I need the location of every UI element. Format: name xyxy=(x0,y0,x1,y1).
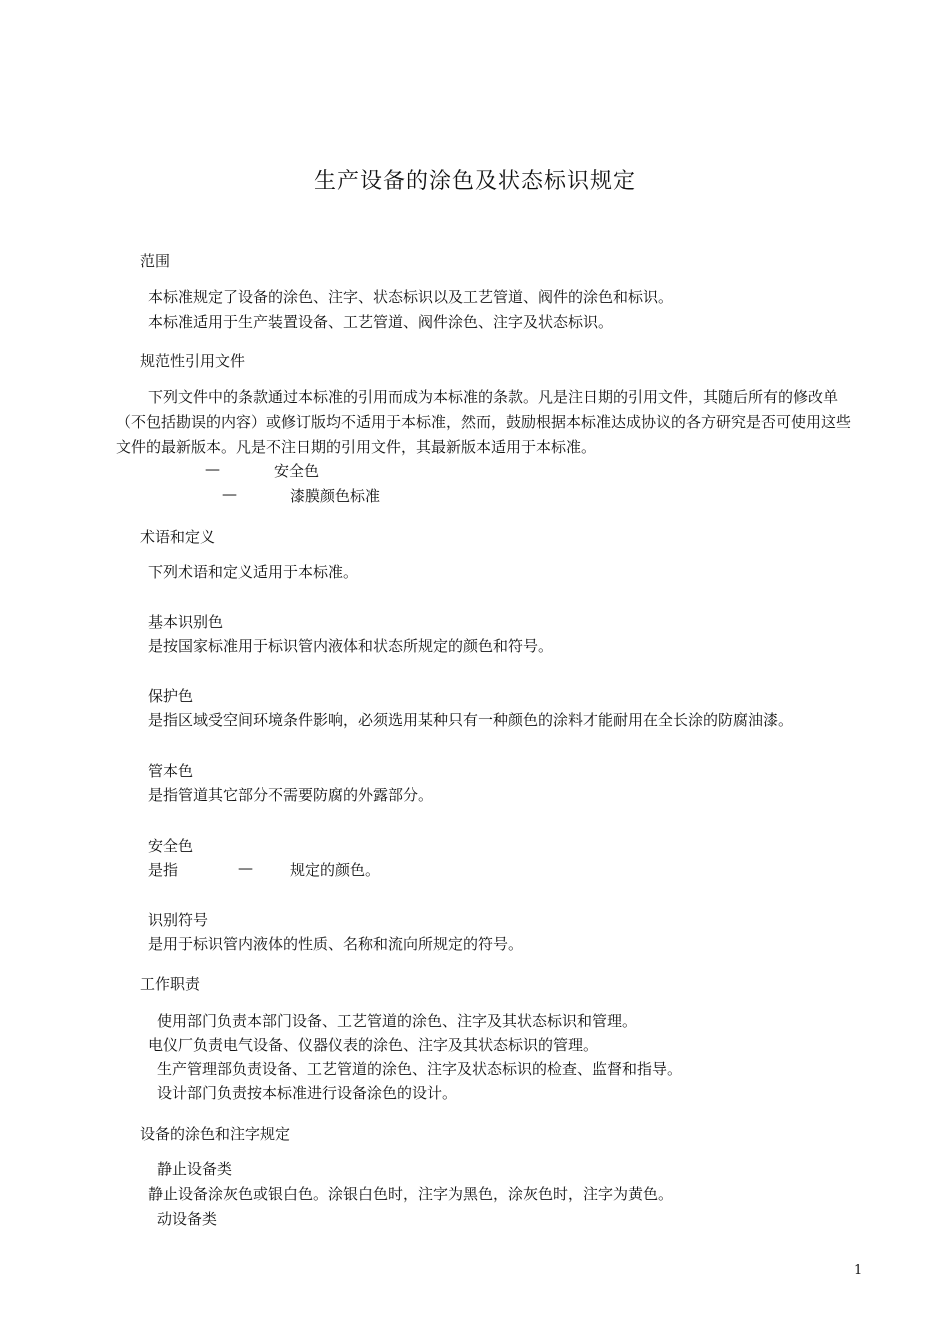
term-definition-suffix: 规定的颜色。 xyxy=(290,861,381,879)
duty-line: 生产管理部负责设备、工艺管道的涂色、注字及状态标识的检查、监督和指导。 xyxy=(157,1060,683,1078)
term-heading: 识别符号 xyxy=(148,911,209,929)
term-heading: 基本识别色 xyxy=(148,613,224,631)
term-heading: 管本色 xyxy=(148,762,194,780)
terms-intro: 下列术语和定义适用于本标准。 xyxy=(148,563,359,581)
reference-dash: — xyxy=(205,460,220,478)
section-heading-painting: 设备的涂色和注字规定 xyxy=(140,1125,291,1143)
reference-dash: — xyxy=(222,485,237,503)
subsection-heading-moving: 动设备类 xyxy=(157,1210,218,1228)
term-heading: 保护色 xyxy=(148,687,194,705)
section-heading-references: 规范性引用文件 xyxy=(140,352,246,370)
term-definition: 是按国家标准用于标识管内液体和状态所规定的颜色和符号。 xyxy=(148,637,554,655)
scope-line: 本标准规定了设备的涂色、注字、状态标识以及工艺管道、阀件的涂色和标识。 xyxy=(148,288,674,306)
term-definition-prefix: 是指 xyxy=(148,861,179,879)
reference-item: 漆膜颜色标准 xyxy=(290,487,381,505)
duty-line: 设计部门负责按本标准进行设备涂色的设计。 xyxy=(157,1084,458,1102)
page-title: 生产设备的涂色及状态标识规定 xyxy=(313,169,636,194)
subsection-heading-static: 静止设备类 xyxy=(157,1160,233,1178)
scope-line: 本标准适用于生产装置设备、工艺管道、阀件涂色、注字及状态标识。 xyxy=(148,313,614,331)
term-definition: 是指管道其它部分不需要防腐的外露部分。 xyxy=(148,786,434,804)
duty-line: 电仪厂负责电气设备、仪器仪表的涂色、注字及其状态标识的管理。 xyxy=(148,1036,599,1054)
term-heading: 安全色 xyxy=(148,837,194,855)
duty-line: 使用部门负责本部门设备、工艺管道的涂色、注字及其状态标识和管理。 xyxy=(157,1012,638,1030)
static-equipment-text: 静止设备涂灰色或银白色。涂银白色时，注字为黑色，涂灰色时，注字为黄色。 xyxy=(148,1185,674,1203)
term-definition: 是用于标识管内液体的性质、名称和流向所规定的符号。 xyxy=(148,935,524,953)
section-heading-scope: 范围 xyxy=(140,252,171,270)
page-number: 1 xyxy=(854,1263,863,1278)
term-definition-dash: — xyxy=(238,859,253,877)
references-paragraph: 下列文件中的条款通过本标准的引用而成为本标准的条款。凡是注日期的引用文件，其随后所有的修改单（不包括勘误的内容）或修订版均不适用于本标准，然而，鼓励根据本标准达成协议的各方研究是否可使用这些文件的最新版本。凡是不注日期的引用文件，其最新版本适用于本标准。 xyxy=(116,388,852,456)
section-heading-duties: 工作职责 xyxy=(140,975,201,993)
reference-item: 安全色 xyxy=(274,462,320,480)
section-heading-terms: 术语和定义 xyxy=(140,528,216,546)
term-definition: 是指区域受空间环境条件影响，必须选用某种只有一种颜色的涂料才能耐用在全长涂的防腐油漆。 xyxy=(148,711,794,729)
